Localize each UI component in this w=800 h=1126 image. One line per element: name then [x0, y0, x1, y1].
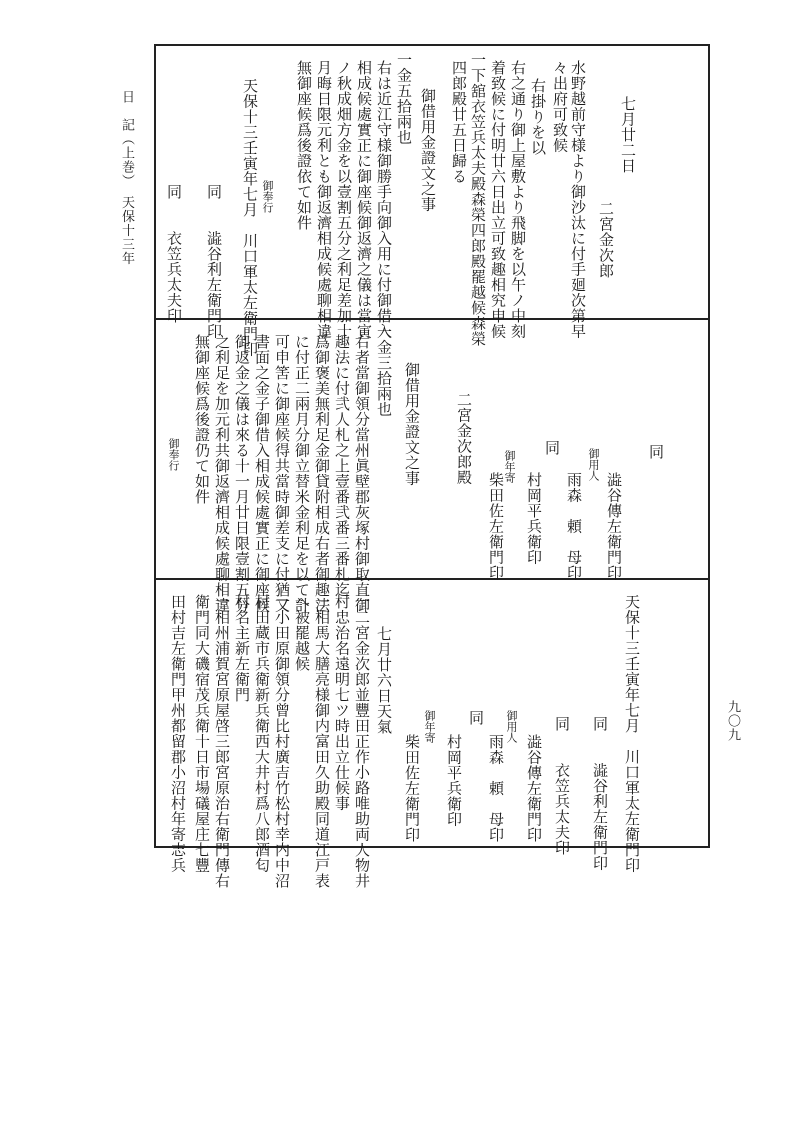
office-label: 御奉行: [167, 438, 180, 471]
signature-line: 天保十三壬寅年七月 川口軍太左衛門印: [241, 78, 259, 357]
text-line: 一二宮金次郎並豐田正作小路唯助両人物井: [353, 594, 371, 889]
text-line: 趣法に付弐人札之上壹番弐番三番札迄: [333, 334, 351, 598]
addressee-line: 二宮金次郎殿: [455, 392, 473, 485]
signature-line: 同 衣笠兵太夫印: [553, 716, 571, 856]
signature-line: 同: [467, 710, 485, 726]
text-line: 一相州浦賀宮原屋啓三郎宮原治右衛門傳右: [213, 594, 231, 889]
text-line: 一下舘衣笠兵太夫殿森榮四郎殿罷越候森榮: [469, 52, 487, 347]
text-line: 之利足を加元利共御返濟相成候處聊相違: [213, 334, 231, 613]
text-line: 々出府可致候: [551, 60, 569, 153]
diary-section-1: [154, 46, 710, 357]
date-heading: 七月廿二日: [619, 96, 637, 174]
text-line: 右之通り御上屋敷より飛脚を以午ノ中刻: [509, 60, 527, 339]
text-line: 田村吉左衛門甲州都留郡小沼村年寄志兵: [169, 594, 187, 873]
signature-line: 二宮金次郎: [597, 201, 615, 279]
text-line: 衛門同大磯宿茂兵衛十日市場礒屋庄七豐: [193, 594, 211, 873]
text-line: 村田蔵市兵衛新兵衛西大井村爲八郎酒匂: [253, 594, 271, 873]
page-number: 九〇九: [725, 700, 740, 742]
text-line: 可申筈に御座候得共當時御差支に付猶又: [273, 334, 291, 613]
office-label: 御年寄: [503, 450, 516, 483]
text-line: 着致候に付明廿六日出立可致趣相究申候: [489, 60, 507, 339]
text-line: 無御座候爲後證仍て如件: [193, 334, 211, 505]
diary-section-3: [154, 580, 710, 889]
signature-line: 村岡平兵衛印: [445, 734, 463, 827]
text-line: 右は近江守様御勝手向御入用に付御借入: [375, 60, 393, 339]
text-line: に付正二兩月分御立替米金利足を以て計: [293, 334, 311, 613]
office-label: 御用人: [505, 710, 518, 743]
text-line: 右者當御領分當州眞壁郡灰塚村御取直御: [353, 334, 371, 613]
text-line: 月晦日限元利とも御返濟相成候處聊相違: [315, 60, 333, 339]
signature-line: 雨森 頼 母印: [487, 734, 505, 843]
text-line: 右掛りを以: [529, 78, 547, 156]
signature-line: 柴田佐左衛門印: [487, 472, 505, 581]
text-line: 一相馬大膳亮様御内富田久助殿同道江戸表: [313, 594, 331, 889]
office-label: 御奉行: [261, 180, 274, 213]
amount-line: 一金五拾兩也: [395, 52, 413, 145]
signature-line: 澁谷傳左衛門印: [525, 734, 543, 843]
signature-line: 柴田佐左衛門印: [403, 734, 421, 843]
signature-line: 同 澁谷利左衛門印: [591, 716, 609, 871]
signature-line: 同: [543, 440, 561, 456]
text-line: 村名主新左衛門: [233, 594, 251, 703]
text-line: 無御座候爲後證依て如件: [295, 60, 313, 231]
text-line: 四郎殿廿五日歸る: [450, 60, 468, 184]
running-header: 日 記（上巻） 天保十三年: [119, 90, 134, 266]
signature-line: 天保十三壬寅年七月 川口軍太左衛門印: [623, 594, 641, 873]
date-heading: 七月廿六日天氣: [375, 626, 393, 735]
text-line: 一小田原御領分曾比村廣吉竹松村幸内中沼: [273, 594, 291, 889]
signature-line: 同 衣笠兵太夫印: [165, 184, 183, 324]
signature-line: 村岡平兵衛印: [525, 472, 543, 565]
signature-line: 澁谷傳左衛門印: [605, 472, 623, 581]
signature-line: 同: [647, 444, 665, 460]
text-line: 爲御褒美無利足金御貸附相成右者御趣法: [313, 334, 331, 613]
document-title: 御借用金證文之事: [419, 88, 437, 212]
document-title: 御借用金證文之事: [403, 362, 421, 486]
office-label: 御用人: [587, 448, 600, 481]
text-line: 書面之金子御借入相成候處實正に御座候: [253, 334, 271, 613]
signature-line: 同 澁谷利左衛門印: [205, 184, 223, 339]
signature-line: 雨森 頼 母印: [565, 472, 583, 581]
diary-section-2: [154, 320, 710, 613]
amount-line: 一金三拾兩也: [375, 324, 393, 417]
text-line: 御返金之儀は來る十一月廿日限壹割五分: [233, 334, 251, 613]
text-line: へ被罷越候: [293, 594, 311, 672]
text-line: 村忠治名遠明七ツ時出立仕候事: [333, 594, 351, 811]
text-line: 水野越前守様より御沙汰に付手廻次第早: [569, 60, 587, 339]
text-line: ノ秋成畑方金を以壹割五分之利足差加十: [335, 60, 353, 339]
office-label: 御年寄: [423, 710, 436, 743]
text-line: 相成候處實正に御座候御返濟之儀は當寅: [355, 60, 373, 339]
